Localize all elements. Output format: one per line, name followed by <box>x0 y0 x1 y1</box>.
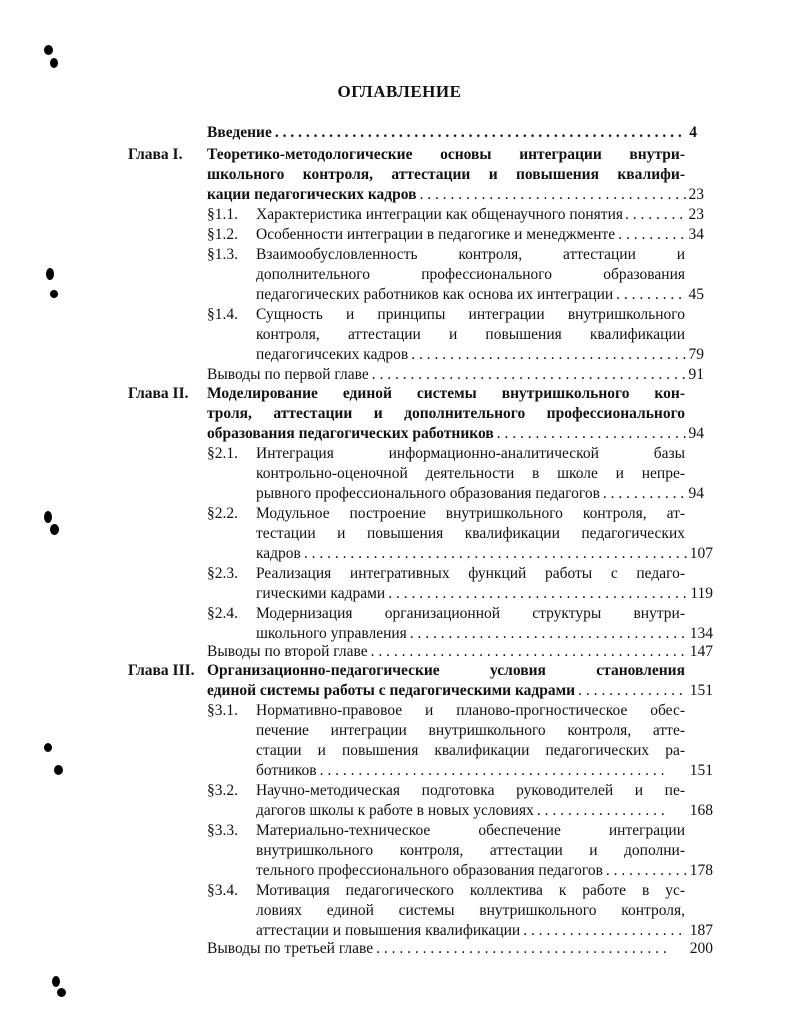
section-line: внутришкольного контроля, аттестации и дополни- <box>256 842 685 859</box>
toc-page-number: 91 <box>688 366 704 383</box>
toc-page-number: 178 <box>689 862 713 879</box>
chapter-label: Глава II. <box>128 385 189 402</box>
scan-speck <box>57 988 66 997</box>
section-line <box>256 285 704 305</box>
toc-page-number: 107 <box>689 545 713 562</box>
section-number: §2.3. <box>207 565 238 582</box>
chapter-label: Глава III. <box>128 662 195 679</box>
section-line <box>256 584 713 604</box>
section-line: ловиях единой системы внутришкольного контроля, <box>256 902 685 919</box>
chapter-conclusion <box>207 365 704 385</box>
section-line: печение интеграции внутришкольного контроля, атте- <box>256 722 685 739</box>
scan-speck <box>50 524 59 535</box>
section-line: стации и повышения квалификации педагогических ра- <box>256 742 685 759</box>
section-line <box>256 205 704 225</box>
scan-speck <box>50 290 58 298</box>
chapter-title-last-line <box>207 424 704 444</box>
chapter-title-line: Организационно-педагогические условия становления <box>207 662 685 679</box>
toc-entry-text: образования педагогических работников <box>207 425 494 442</box>
section-number: §1.4. <box>207 306 238 323</box>
scan-speck <box>44 45 53 55</box>
chapter-title-line: Теоретико-методологические основы интеграции внутри- <box>207 146 685 163</box>
toc-entry-text: Выводы по третьей главе <box>207 940 374 957</box>
section-line: Нормативно-правовое и планово-прогностическое обес- <box>256 702 685 719</box>
toc-page-number: 151 <box>689 762 713 779</box>
section-number: §3.1. <box>207 702 238 719</box>
chapter-label: Глава I. <box>128 146 183 163</box>
section-line: дополнительного профессионального образования <box>256 266 685 283</box>
section-line: контроля, аттестации и повышения квалификации <box>256 326 685 343</box>
toc-entry-text: кации педагогических кадров <box>207 186 417 203</box>
section-line: контрольно-оценочной деятельности в школе и непре- <box>256 465 685 482</box>
section-number: §3.2. <box>207 782 238 799</box>
section-number: §3.4. <box>207 882 238 899</box>
scan-speck <box>44 743 52 752</box>
section-number: §2.1. <box>207 445 238 462</box>
toc-page-number: 34 <box>688 226 704 243</box>
chapter-title-line: троля, аттестации и дополнительного профессионального <box>207 405 685 422</box>
toc-page-number: 200 <box>689 940 713 957</box>
toc-entry-text: гическими кадрами <box>256 585 386 602</box>
section-line <box>256 484 704 504</box>
chapter-title-line: Моделирование единой системы внутришкольного кон- <box>207 385 685 402</box>
toc-entry-text: Выводы по первой главе <box>207 366 369 383</box>
scan-speck <box>52 976 60 987</box>
section-line: Реализация интегративных функций работы с педаго- <box>256 565 685 582</box>
toc-entry-text: дагогов школы к работе в новых условиях <box>256 802 534 819</box>
toc-entry-text: ботников <box>256 762 317 779</box>
section-number: §3.3. <box>207 822 238 839</box>
chapter-conclusion <box>207 939 713 959</box>
toc-page-number: 94 <box>688 425 704 442</box>
toc-page-number: 4 <box>689 124 697 141</box>
scan-speck <box>46 268 54 280</box>
toc-entry-text: педагогических работников как основа их интеграции <box>256 286 614 303</box>
section-line: Интеграция информационно-аналитической базы <box>256 445 685 462</box>
toc-entry-text: аттестации и повышения квалификации <box>256 922 521 939</box>
toc-page-number: 94 <box>688 485 704 502</box>
page-title: ОГЛАВЛЕНИЕ <box>337 82 462 101</box>
toc-page-number: 119 <box>690 585 713 602</box>
toc-page-number: 23 <box>688 186 704 203</box>
scan-speck <box>54 765 63 775</box>
chapter-title-last-line <box>207 681 713 701</box>
toc-entry-text: рывного профессионального образования педагогов <box>256 485 600 502</box>
toc-page-number: 147 <box>689 643 713 660</box>
toc-entry-text: педагогичсеких кадров <box>256 346 409 363</box>
section-number: §2.2. <box>207 505 238 522</box>
section-line <box>256 921 713 941</box>
toc-entry-text: Выводы по второй главе <box>207 643 368 660</box>
section-number: §1.3. <box>207 246 238 263</box>
section-line <box>256 801 713 821</box>
section-line <box>256 544 713 564</box>
section-line: Материально-техническое обеспечение интеграции <box>256 822 685 839</box>
toc-entry-text: тельного профессионального образования педагогов <box>256 862 603 879</box>
toc-entry-text: Характеристика интеграции как общенаучного понятия <box>256 206 623 223</box>
toc-page-number: 187 <box>689 922 713 939</box>
section-line: Модульное построение внутришкольного контроля, ат- <box>256 505 685 522</box>
section-line <box>256 624 713 644</box>
section-line: Сущность и принципы интеграции внутришкольного <box>256 306 685 323</box>
section-line: Взаимообусловленность контроля, аттестации и <box>256 246 685 263</box>
chapter-title-last-line <box>207 185 704 205</box>
section-number: §1.2. <box>207 226 238 243</box>
toc-entry-text: кадров <box>256 545 301 562</box>
section-line <box>256 761 713 781</box>
scan-speck <box>44 511 52 523</box>
section-line: Модернизация организационной структуры внутри- <box>256 605 685 622</box>
scan-speck <box>50 58 58 68</box>
chapter-conclusion <box>207 642 713 662</box>
section-line: тестации и повышения квалификации педагогических <box>256 525 685 542</box>
toc-entry-text: Введение <box>207 124 272 141</box>
section-line: Мотивация педагогического коллектива к работе в ус- <box>256 882 685 899</box>
section-line <box>256 345 704 365</box>
section-number: §2.4. <box>207 605 238 622</box>
toc-page-number: 151 <box>689 682 713 699</box>
section-line: Научно-методическая подготовка руководителей и пе- <box>256 782 685 799</box>
chapter-title-line: школьного контроля, аттестации и повышения квалифи- <box>207 166 685 183</box>
toc-entry-text: школьного управления <box>256 625 407 642</box>
toc-entry-text: Особенности интеграции в педагогике и менеджменте <box>256 226 616 243</box>
toc-entry-text: единой системы работы с педагогическими кадрами <box>207 682 576 699</box>
section-line <box>256 861 713 881</box>
toc-page-number: 23 <box>688 206 704 223</box>
toc-page-number: 134 <box>689 625 713 642</box>
toc-page-number: 79 <box>688 346 704 363</box>
section-line <box>256 225 704 245</box>
toc-page-number: 168 <box>689 802 713 819</box>
section-number: §1.1. <box>207 206 238 223</box>
toc-page-number: 45 <box>688 286 704 303</box>
toc-intro <box>207 123 697 143</box>
